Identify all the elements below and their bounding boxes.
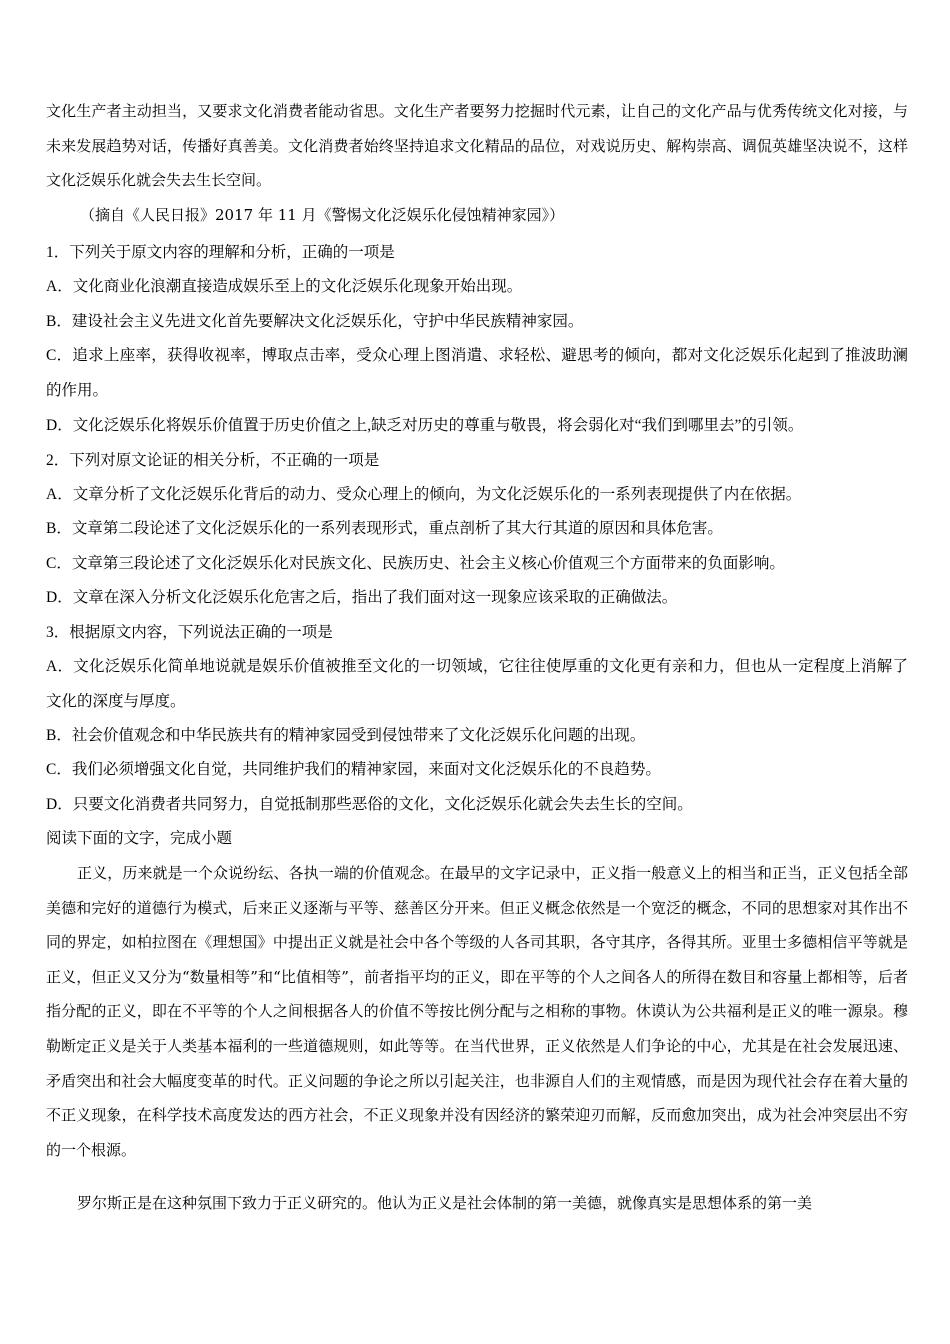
question-2-option-a: A．文章分析了文化泛娱乐化背后的动力、受众心理上的倾向，为文化泛娱乐化的一系列表现提供了内在依据。 (46, 486, 802, 503)
question-1-option-d: D．文化泛娱乐化将娱乐价值置于历史价值之上,缺乏对历史的尊重与敬畏，将会弱化对“我们到哪里去”的引领。 (46, 417, 804, 434)
source-citation: （摘自《人民日报》2017 年 11 月《警惕文化泛娱乐化侵蚀精神家园》） (80, 206, 565, 224)
question-3-option-d: D．只要文化消费者共同努力，自觉抵制那些恶俗的文化，文化泛娱乐化就会失去生长的空间。 (46, 796, 693, 813)
section-intro: 阅读下面的文字，完成小题 (46, 830, 233, 847)
question-1-option-c: C．追求上座率，获得收视率，博取点击率，受众心理上图消遣、求轻松、避思考的倾向，都对文化泛娱乐化起到了推波助澜的作用。 (46, 347, 908, 399)
passage-paragraph: 正义，历来就是一个众说纷纭、各执一端的价值观念。在最早的文字记录中，正义指一般意义上的相当和正当，正义包括全部美德和完好的道德行为模式，后来正义逐渐与平等、慈善区分开来。但正义概念依然是一个宽泛的概念，不同的思想家对其作出不同的界定，如柏拉图在《理想国》中提出正义就是社会中各个等级的人各司其职，各守其序，各得其所。亚里士多德相信平等就是正义，但正义又分为“数量相等”和“比值相等”，前者指平均的正义，即在平等的个人之间各人的所得在数目和容量上都相等，后者指分配的正义，即在不平等的个人之间根据各人的价值不等按比例分配与之相称的事物。休谟认为公共福利是正义的唯一源泉。穆勒断定正义是关于人类基本福利的一些道德规则，如此等等。在当代世界，正义依然是人们争论的中心，尤其是在社会发展迅速、矛盾突出和社会大幅度变革的时代。正义问题的争论之所以引起关注，也非源自人们的主观情感，而是因为现代社会存在着大量的不正义现象，在科学技术高度发达的西方社会，不正义现象并没有因经济的繁荣迎刃而解，反而愈加突出，成为社会冲突层出不穷的一个根源。 (46, 864, 908, 1159)
question-2-option-c: C．文章第三段论述了文化泛娱乐化对民族文化、民族历史、社会主义核心价值观三个方面带来的负面影响。 (46, 555, 785, 572)
question-3-option-c: C．我们必须增强文化自觉，共同维护我们的精神家园，来面对文化泛娱乐化的不良趋势。 (46, 761, 661, 778)
passage-paragraph: 罗尔斯正是在这种氛围下致力于正义研究的。他认为正义是社会体制的第一美德，就像真实是思想体系的第一美 (77, 1194, 813, 1212)
question-2-option-b: B．文章第二段论述了文化泛娱乐化的一系列表现形式，重点剖析了其大行其道的原因和具体危害。 (46, 520, 723, 537)
question-1-option-a: A．文化商业化浪潮直接造成娱乐至上的文化泛娱乐化现象开始出现。 (46, 278, 523, 295)
question-1-stem: 1．下列关于原文内容的理解和分析，正确的一项是 (46, 244, 395, 261)
question-3-option-b: B．社会价值观念和中华民族共有的精神家园受到侵蚀带来了文化泛娱乐化问题的出现。 (46, 727, 646, 744)
question-2-stem: 2．下列对原文论证的相关分析，不正确的一项是 (46, 452, 380, 469)
question-3-stem: 3．根据原文内容，下列说法正确的一项是 (46, 624, 333, 641)
question-2-option-d: D．文章在深入分析文化泛娱乐化危害之后，指出了我们面对这一现象应该采取的正确做法。 (46, 589, 678, 606)
question-1-option-b: B．建设社会主义先进文化首先要解决文化泛娱乐化，守护中华民族精神家园。 (46, 313, 584, 330)
passage-paragraph: 文化生产者主动担当，又要求文化消费者能动省思。文化生产者要努力挖掘时代元素，让自己的文化产品与优秀传统文化对接，与未来发展趋势对话，传播好真善美。文化消费者始终坚持追求文化精品的品位，对戏说历史、解构崇高、调侃英雄坚决说不，这样文化泛娱乐化就会失去生长空间。 (46, 102, 908, 190)
question-3-option-a: A．文化泛娱乐化简单地说就是娱乐价值被推至文化的一切领域，它往往使厚重的文化更有亲和力，但也从一定程度上消解了文化的深度与厚度。 (46, 658, 908, 710)
